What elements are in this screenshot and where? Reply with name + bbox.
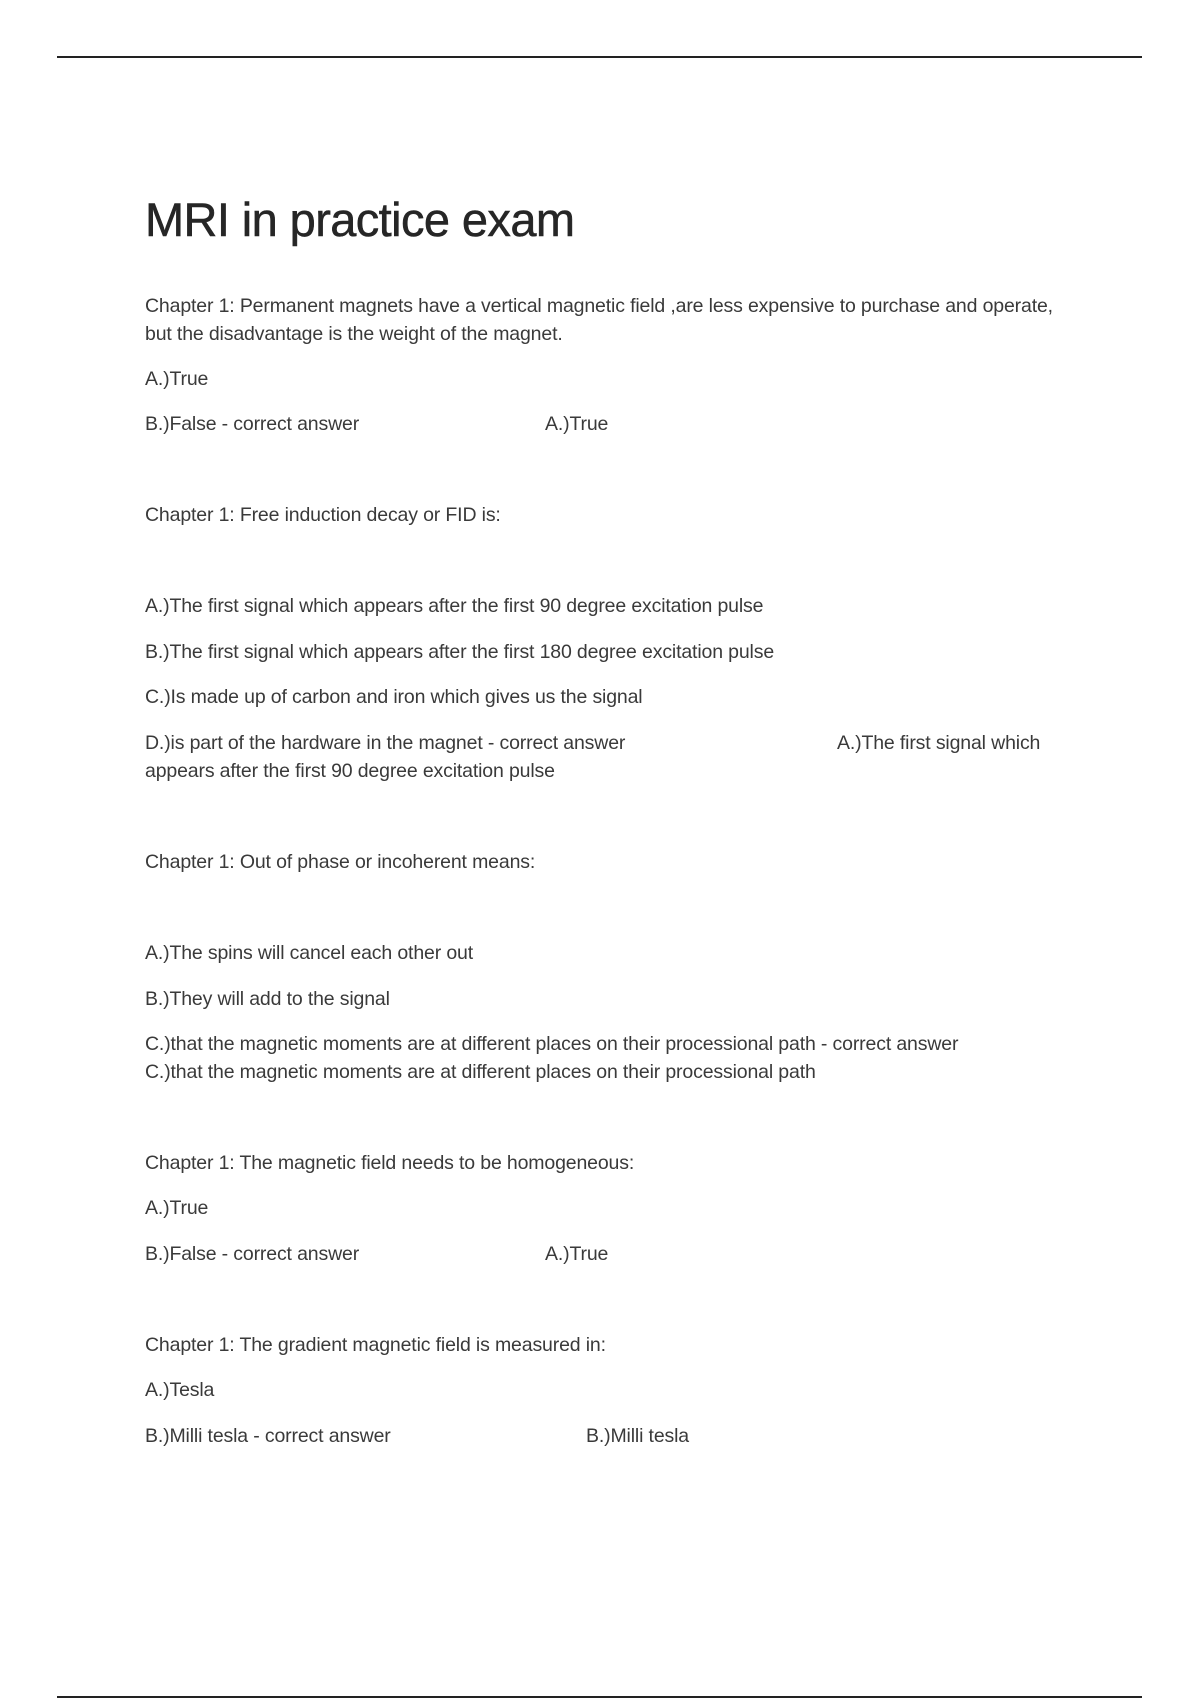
correct-answer: A.)True — [545, 413, 609, 435]
question-text: Chapter 1: The gradient magnetic field is measured in: — [145, 1334, 606, 1356]
answer-row — [145, 1240, 1065, 1268]
answer-row — [145, 410, 1065, 438]
question-5 — [145, 1331, 1065, 1450]
option-a: A.)The first signal which appears after the first 90 degree excitation pulse — [145, 595, 764, 617]
answer-row — [145, 1422, 1065, 1450]
option-b: B.)They will add to the signal — [145, 988, 390, 1010]
option-a: A.)True — [145, 1197, 209, 1219]
correct-answer: C.)that the magnetic moments are at different places on their processional path — [145, 1061, 816, 1083]
question-text: Chapter 1: Permanent magnets have a vertical magnetic field ,are less expensive to purchase and operate, but the disadvantage is the weight of the magnet. — [145, 295, 1053, 345]
question-text: Chapter 1: Free induction decay or FID is: — [145, 504, 501, 526]
option-b-correct: B.)False - correct answer — [145, 413, 360, 435]
correct-answer: A.)True — [545, 1243, 609, 1265]
option-d-correct: D.)is part of the hardware in the magnet - correct answer — [145, 732, 626, 754]
question-1 — [145, 292, 1065, 438]
question-2 — [145, 501, 1065, 785]
option-a: A.)The spins will cancel each other out — [145, 942, 473, 964]
option-c-correct: C.)that the magnetic moments are at different places on their processional path - correct answer — [145, 1033, 959, 1055]
correct-answer: B.)Milli tesla — [586, 1425, 689, 1447]
question-4 — [145, 1149, 1065, 1268]
option-a: A.)True — [145, 368, 209, 390]
footer-rule — [57, 1696, 1142, 1698]
option-b: B.)The first signal which appears after the first 180 degree excitation pulse — [145, 641, 775, 663]
correct-answer-continued: appears after the first 90 degree excitation pulse — [145, 760, 555, 782]
question-text: Chapter 1: The magnetic field needs to be homogeneous: — [145, 1152, 635, 1174]
header-rule — [57, 56, 1142, 58]
question-text: Chapter 1: Out of phase or incoherent means: — [145, 851, 536, 873]
page-title: MRI in practice exam — [145, 193, 575, 246]
option-b-correct: B.)False - correct answer — [145, 1243, 360, 1265]
answer-row — [145, 729, 1065, 757]
option-b-correct: B.)Milli tesla - correct answer — [145, 1425, 391, 1447]
question-3 — [145, 848, 1065, 1086]
option-c: C.)Is made up of carbon and iron which gives us the signal — [145, 686, 643, 708]
correct-answer: A.)The first signal which — [837, 732, 1041, 754]
document-body — [145, 190, 1065, 1450]
option-a: A.)Tesla — [145, 1379, 215, 1401]
